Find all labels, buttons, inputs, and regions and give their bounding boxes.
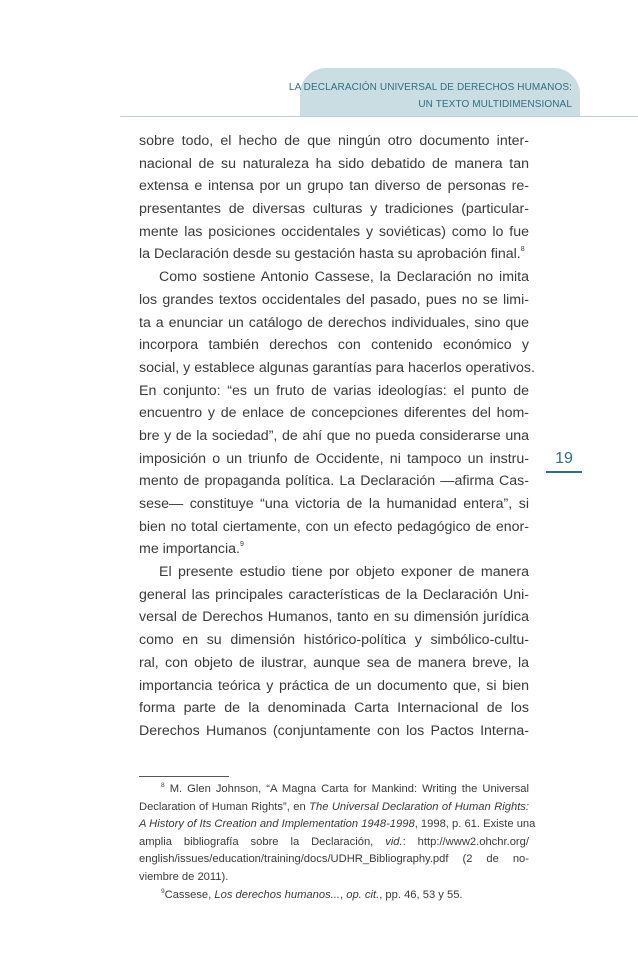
body-line: Como sostiene Antonio Cassese, la Declaración no imita xyxy=(159,269,529,286)
body-text xyxy=(139,130,535,743)
footnote-8-line xyxy=(139,781,529,799)
footnote-ref-8[interactable]: 8 xyxy=(520,246,525,254)
body-line: importancia teórica y práctica de un documento que, si bien xyxy=(139,677,529,694)
body-line: En conjunto: “es un fruto de varias ideologías: el punto de xyxy=(139,382,529,399)
body-line: nacional de su naturaleza ha sido debatido de manera tan xyxy=(139,155,529,172)
footnote-text: , pp. 46, 53 y 55. xyxy=(379,888,463,901)
footnote-8-line xyxy=(139,799,529,817)
footnote-text: M. Glen Johnson, “A Magna Carta for Mankind: Writing the Universal xyxy=(169,783,530,795)
footnotes xyxy=(139,781,536,904)
running-header-line2: UN TEXTO MULTIDIMENSIONAL xyxy=(418,99,572,110)
body-line: bien no total ciertamente, con un efecto pedagógico de enor- xyxy=(139,518,529,535)
running-header-line1: LA DECLARACIÓN UNIVERSAL DE DERECHOS HUMANOS: xyxy=(288,82,572,93)
footnote-url-start[interactable]: : http://www2.ohchr.org/ xyxy=(402,835,529,848)
body-line: como en su dimensión histórico-política y simbólico-cultu- xyxy=(139,632,529,649)
body-line: social, y establece algunas garantías para hacerlos operativos. xyxy=(139,359,535,376)
footnote-book-title: Los derechos humanos... xyxy=(214,888,340,901)
body-line xyxy=(139,538,529,561)
page-header xyxy=(0,0,638,117)
body-line: presentantes de diversas culturas y tradiciones (particular- xyxy=(139,201,529,218)
page-number-rule xyxy=(546,471,582,473)
running-header xyxy=(272,79,572,113)
footnote-9-mark: 9 xyxy=(161,887,165,895)
body-line: general las principales características de la Declaración Uni- xyxy=(139,586,529,603)
body-line: encuentro y de enlace de concepciones diferentes del hom- xyxy=(139,405,529,422)
body-line: sobre todo, el hecho de que ningún otro documento inter- xyxy=(139,133,529,149)
footnote-book-title: The Universal Declaration of Human Rights: xyxy=(309,800,530,813)
body-line: mente las posiciones occidentales y soviéticas) como lo fue xyxy=(139,223,529,240)
footnote-8-mark: 8 xyxy=(161,782,165,789)
body-line: extensa e intensa por un grupo tan diverso de personas re- xyxy=(139,178,529,195)
footnote-ref-9[interactable]: 9 xyxy=(239,541,244,549)
footnote-text: , 1998, p. 61. Existe una xyxy=(414,818,536,831)
footnote-text: Declaration of Human Rights”, en xyxy=(139,800,310,813)
footnote-book-subtitle: A History of Its Creation and Implementation 1948-1998 xyxy=(139,818,415,831)
body-line: ral, con objeto de ilustrar, aunque sea de manera breve, la xyxy=(139,654,529,671)
footnote-8-url[interactable]: english/issues/education/training/docs/UDHR_Bibliography.pdf (2 de no- xyxy=(139,853,529,866)
body-line: bre y de la sociedad”, de ahí que no pueda considerarse una xyxy=(139,427,529,444)
body-line: ta a enunciar un catálogo de derechos individuales, sino que xyxy=(139,314,529,331)
footnote-op-cit: op. cit. xyxy=(346,888,380,901)
body-line: versal de Derechos Humanos, tanto en su dimensión jurídica xyxy=(139,609,529,626)
body-line-text: la Declaración desde su gestación hasta su aprobación final. xyxy=(139,246,521,263)
body-line: forma parte de la denominada Carta Internacional de los xyxy=(139,700,529,717)
body-line: El presente estudio tiene por objeto exponer de manera xyxy=(159,564,529,581)
footnote-8-line: viembre de 2011). xyxy=(139,870,229,883)
footnote-separator xyxy=(139,776,229,777)
footnote-9-line xyxy=(139,887,529,905)
body-line-text: me importancia. xyxy=(139,541,240,558)
header-rule xyxy=(120,116,638,117)
page-number: 19 xyxy=(555,450,573,467)
body-line xyxy=(139,243,529,266)
footnote-text: Cassese, xyxy=(164,888,215,901)
footnote-8-line xyxy=(139,816,536,834)
body-line: sese— constituye “una victoria de la humanidad entera”, si xyxy=(139,496,529,512)
body-line: imposición o un triunfo de Occidente, ni tampoco un instru- xyxy=(139,450,529,467)
footnote-vid: vid. xyxy=(385,835,403,848)
body-line: mento de propaganda política. La Declaración —afirma Cas- xyxy=(139,473,529,490)
footnote-8-line xyxy=(139,834,529,852)
body-line: incorpora también derechos con contenido económico y xyxy=(139,337,529,354)
footnote-text: , xyxy=(340,888,347,901)
body-line: Derechos Humanos (conjuntamente con los Pactos Interna- xyxy=(139,722,529,739)
body-line: los grandes textos occidentales del pasado, pues no se limi- xyxy=(139,291,529,308)
footnote-text: amplia bibliografía sobre la Declaración, xyxy=(139,835,386,848)
